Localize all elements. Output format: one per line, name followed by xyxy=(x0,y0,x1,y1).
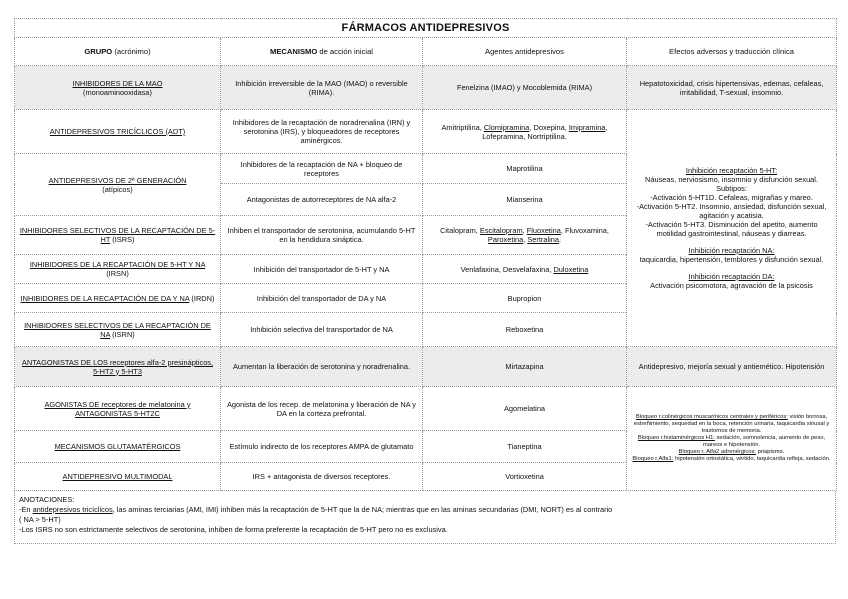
mechanism-cell: Estímulo indirecto de los receptores AMPA de glutamato xyxy=(221,431,423,463)
mechanism-cell: IRS + antagonista de diversos receptores. xyxy=(221,463,423,491)
group-cell: ANTAGONISTAS DE LOS receptores alfa-2 presinápticos, 5-HT2 y 5-HT3 xyxy=(15,347,221,387)
agents-cell: Venlafaxina, Desvelafaxina, Duloxetina xyxy=(423,255,627,284)
table-row xyxy=(15,347,837,387)
header-row xyxy=(15,38,837,66)
effects-cell: Antidepresivo, mejoría sexual y antiemético. Hipotensión xyxy=(627,347,837,387)
annotations-box xyxy=(14,491,836,544)
table-title: FÁRMACOS ANTIDEPRESIVOS xyxy=(15,19,837,38)
notes-line-2: ( NA > 5-HT) xyxy=(19,515,61,524)
sero-text: Náuseas, nerviosismo, insomnio y disfunción sexual. xyxy=(645,175,818,184)
da-text: Activación psicomotora, agravación de la psicosis xyxy=(650,281,813,290)
mechanism-cell: Inhibición del transportador de DA y NA xyxy=(221,284,423,313)
agents-cell: Reboxetina xyxy=(423,313,627,347)
header-agents: Agentes antidepresivos xyxy=(423,38,627,66)
notes-line-1: -En antidepresivos tricíclicos, las aminas terciarias (AMI, IMI) inhiben más la recaptación de 5-HT que la de NA; mientras que en las aminas secundarias (DMI, NORT) es al contrario xyxy=(19,505,613,514)
group-cell: MECANISMOS GLUTAMATÉRGICOS xyxy=(15,431,221,463)
notes-heading: ANOTACIONES: xyxy=(19,495,75,504)
blockade-effects-cell: Bloqueo r.colinérgicos muscarínicos centrales y periféricos: visión borrosa, estreñimiento, sequedad en la boca, retención urinaria, taquicardia sinusal y trastornos de memoria. Bloqueo r.histaminérgicos H1: sedación, somnolencia, aumento de peso, mareos e hipotensión. Bloqueo r. Alfa2 adrenérgicos: priapismo. Bloqueo r.Alfa1: hipotensión ortostática, vértido, taquicardia refleja, sedación. xyxy=(627,387,837,491)
ht3-text: -Activación 5-HT3. Disminución del apetito, aumento motilidad gastrointestinal, náuseas y diarreas. xyxy=(645,220,818,238)
mechanism-cell: Agonista de los recep. de melatonina y liberación de NA y DA en la corteza prefrontal. xyxy=(221,387,423,431)
shared-effects-cell xyxy=(627,110,837,347)
group-cell: INHIBIDORES DE LA MAO (monoaminooxidasa) xyxy=(15,66,221,110)
group-cell: INHIBIDORES DE LA RECAPTACIÓN DE 5-HT Y NA (IRSN) xyxy=(15,255,221,284)
antidepressants-table xyxy=(14,18,837,491)
table-row xyxy=(15,387,837,431)
header-group: GRUPO (acrónimo) xyxy=(15,38,221,66)
agents-cell: Bupropion xyxy=(423,284,627,313)
sero-title: Inhibición recaptación 5-HT: xyxy=(685,166,778,175)
mechanism-cell: Inhibición selectiva del transportador de NA xyxy=(221,313,423,347)
blockade-2-title: Bloqueo r.histaminérgicos H1: xyxy=(637,435,715,441)
agents-cell: Tianeptina xyxy=(423,431,627,463)
antidepressants-table-page xyxy=(14,18,836,544)
na-title: Inhibición recaptación NA: xyxy=(688,246,775,255)
blockade-3-title: Bloqueo r. Alfa2 adrenérgicos: xyxy=(678,449,757,455)
agents-cell: Mianserina xyxy=(423,184,627,216)
table-row xyxy=(15,66,837,110)
group-cell: ANTIDEPRESIVOS DE 2ª GENERACIÓN (atípicos) xyxy=(15,154,221,216)
blockade-4-title: Bloqueo r.Alfa1: xyxy=(632,456,674,462)
mechanism-cell: Antagonistas de autorreceptores de NA alfa-2 xyxy=(221,184,423,216)
da-title: Inhibición recaptación DA: xyxy=(688,272,775,281)
blockade-1-title: Bloqueo r.colinérgicos muscarínicos centrales y periféricos: xyxy=(635,414,788,420)
agents-cell: Fenelzina (IMAO) y Mocoblemida (RIMA) xyxy=(423,66,627,110)
mechanism-cell: Inhibidores de la recaptación de noradrenalina (IRN) y serotonina (IRS), y bloqueadores de receptores aminérgicos. xyxy=(221,110,423,154)
na-text: taquicardia, hipertensión, temblores y disfunción sexual. xyxy=(639,255,824,264)
mechanism-cell: Inhiben el transportador de serotonina, acumulando 5-HT en la hendidura sináptica. xyxy=(221,216,423,255)
group-cell: INHIBIDORES SELECTIVOS DE LA RECAPTACIÓN DE NA (ISRN) xyxy=(15,313,221,347)
mechanism-cell: Inhibición del transportador de 5-HT y NA xyxy=(221,255,423,284)
group-cell: AGONISTAS DE receptores de melatonina y ANTAGONISTAS 5-HT2C xyxy=(15,387,221,431)
mechanism-cell: Inhibidores de la recaptación de NA + bloqueo de receptores xyxy=(221,154,423,184)
subtypes-label: Subtipos: xyxy=(716,184,747,193)
group-cell: INHIBIDORES DE LA RECAPTACIÓN DE DA Y NA (IRDN) xyxy=(15,284,221,313)
agents-cell: Agomelatina xyxy=(423,387,627,431)
notes-line-3: -Los ISRS no son estrictamente selectivos de serotonina, inhiben de forma preferente la recaptación de 5-HT pero no es exclusiva. xyxy=(19,525,448,534)
group-cell: INHIBIDORES SELECTIVOS DE LA RECAPTACIÓN DE 5-HT (ISRS) xyxy=(15,216,221,255)
mechanism-cell: Inhibición irreversible de la MAO (IMAO) o reversible (RIMA). xyxy=(221,66,423,110)
header-mechanism: MECANISMO de acción inicial xyxy=(221,38,423,66)
effects-cell: Hepatotoxicidad, crisis hipertensivas, edemas, cefaleas, irritabilidad, T-sexual, insomnio. xyxy=(627,66,837,110)
agents-cell: Mirtazapina xyxy=(423,347,627,387)
ht2-text: -Activación 5-HT2. Insomnio, ansiedad, disfunción sexual, agitación y acatisia. xyxy=(636,202,827,220)
group-cell: ANTIDEPRESIVOS TRICÍCLICOS (ADT) xyxy=(15,110,221,154)
group-cell: ANTIDEPRESIVO MULTIMODAL xyxy=(15,463,221,491)
agents-cell: Amitriptilina, Clomipramina, Doxepina, Imipramina, Lofepramina, Nortriptilina. xyxy=(423,110,627,154)
agents-cell: Citalopram, Escitalopram, Fluoxetina, Fluvoxamina, Paroxetina, Sertralina. xyxy=(423,216,627,255)
agents-cell: Vortioxetina xyxy=(423,463,627,491)
header-effects: Efectos adversos y traducción clínica xyxy=(627,38,837,66)
ht1d-text: -Activación 5-HT1D. Cefaleas, migrañas y mareo. xyxy=(650,193,813,202)
agents-cell: Maprotilina xyxy=(423,154,627,184)
table-row xyxy=(15,110,837,154)
mechanism-cell: Aumentan la liberación de serotonina y noradrenalina. xyxy=(221,347,423,387)
